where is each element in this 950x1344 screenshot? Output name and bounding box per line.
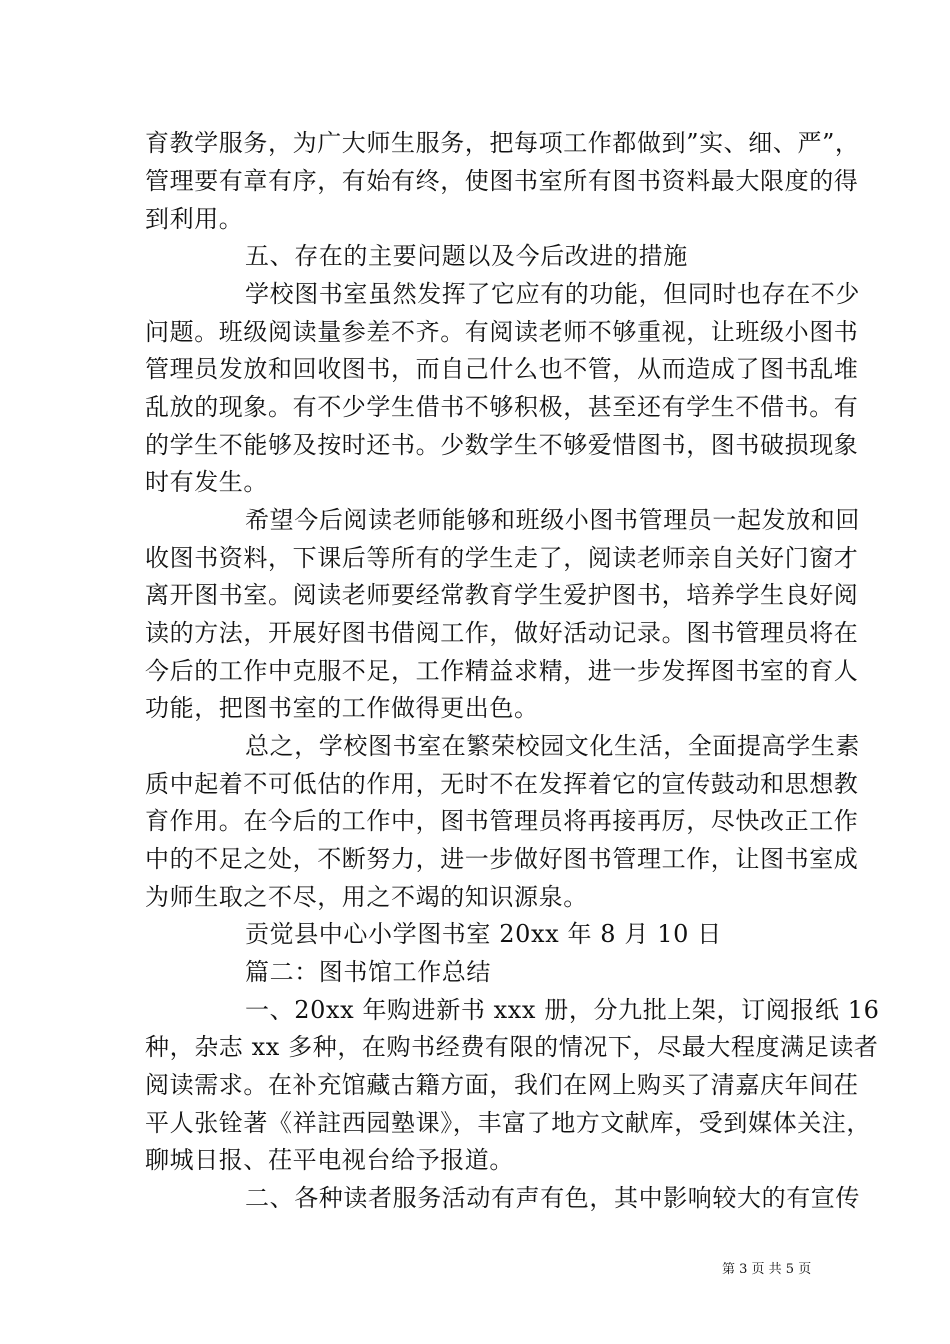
body-line-29: 二、各种读者服务活动有声有色，其中影响较大的有宣传 xyxy=(245,1184,860,1212)
body-line-14: 读的方法，开展好图书借阅工作，做好活动记录。图书管理员将在 xyxy=(145,619,859,647)
body-line-26: 阅读需求。在补充馆藏古籍方面，我们在网上购买了清嘉庆年间茌 xyxy=(145,1071,859,1099)
signature-line: 贡觉县中心小学图书室 20xx 年 8 月 10 日 xyxy=(245,920,722,948)
page-number: 第 3 页 共 5 页 xyxy=(722,1262,812,1277)
body-line-24: 一、20xx 年购进新书 xxx 册，分九批上架，订阅报纸 16 xyxy=(245,996,880,1024)
body-line-28: 聊城日报、茌平电视台给予报道。 xyxy=(145,1146,514,1174)
body-line-18: 质中起着不可低估的作用，无时不在发挥着它的宣传鼓动和思想教 xyxy=(145,770,859,798)
body-line-8: 乱放的现象。有不少学生借书不够积极，甚至还有学生不借书。有 xyxy=(145,393,859,421)
body-line-15: 今后的工作中克服不足，工作精益求精，进一步发挥图书室的育人 xyxy=(145,657,859,685)
body-line-9: 的学生不能够及按时还书。少数学生不够爱惜图书，图书破损现象 xyxy=(145,431,859,459)
body-line-13: 离开图书室。阅读老师要经常教育学生爱护图书，培养学生良好阅 xyxy=(145,581,859,609)
body-line-16: 功能，把图书室的工作做得更出色。 xyxy=(145,694,539,722)
body-line-27: 平人张铨著《祥註西园塾课》，丰富了地方文献库，受到媒体关注， xyxy=(145,1109,871,1137)
body-line-10: 时有发生。 xyxy=(145,468,268,496)
body-line-5: 学校图书室虽然发挥了它应有的功能，但同时也存在不少 xyxy=(245,280,860,308)
body-line-2: 管理要有章有序，有始有终，使图书室所有图书资料最大限度的得 xyxy=(145,167,859,195)
body-line-6: 问题。班级阅读量参差不齐。有阅读老师不够重视，让班级小图书 xyxy=(145,318,859,346)
body-line-17: 总之，学校图书室在繁荣校园文化生活，全面提高学生素 xyxy=(245,732,860,760)
body-line-3: 到利用。 xyxy=(145,205,244,233)
body-line-12: 收图书资料，下课后等所有的学生走了，阅读老师亲自关好门窗才 xyxy=(145,544,859,572)
body-line-7: 管理员发放和回收图书，而自己什么也不管，从而造成了图书乱堆 xyxy=(145,355,859,383)
body-line-11: 希望今后阅读老师能够和班级小图书管理员一起发放和回 xyxy=(245,506,860,534)
section-heading: 五、存在的主要问题以及今后改进的措施 xyxy=(245,242,688,270)
body-line-21: 为师生取之不尽，用之不竭的知识源泉。 xyxy=(145,883,588,911)
body-line-20: 中的不足之处，不断努力，进一步做好图书管理工作，让图书室成 xyxy=(145,845,859,873)
body-line-1: 育教学服务，为广大师生服务，把每项工作都做到”实、细、严”， xyxy=(145,129,860,157)
body-line-19: 育作用。在今后的工作中，图书管理员将再接再厉，尽快改正工作 xyxy=(145,807,859,835)
chapter-heading: 篇二：图书馆工作总结 xyxy=(245,958,491,986)
body-line-25: 种，杂志 xx 多种，在购书经费有限的情况下，尽最大程度满足读者 xyxy=(145,1033,879,1061)
